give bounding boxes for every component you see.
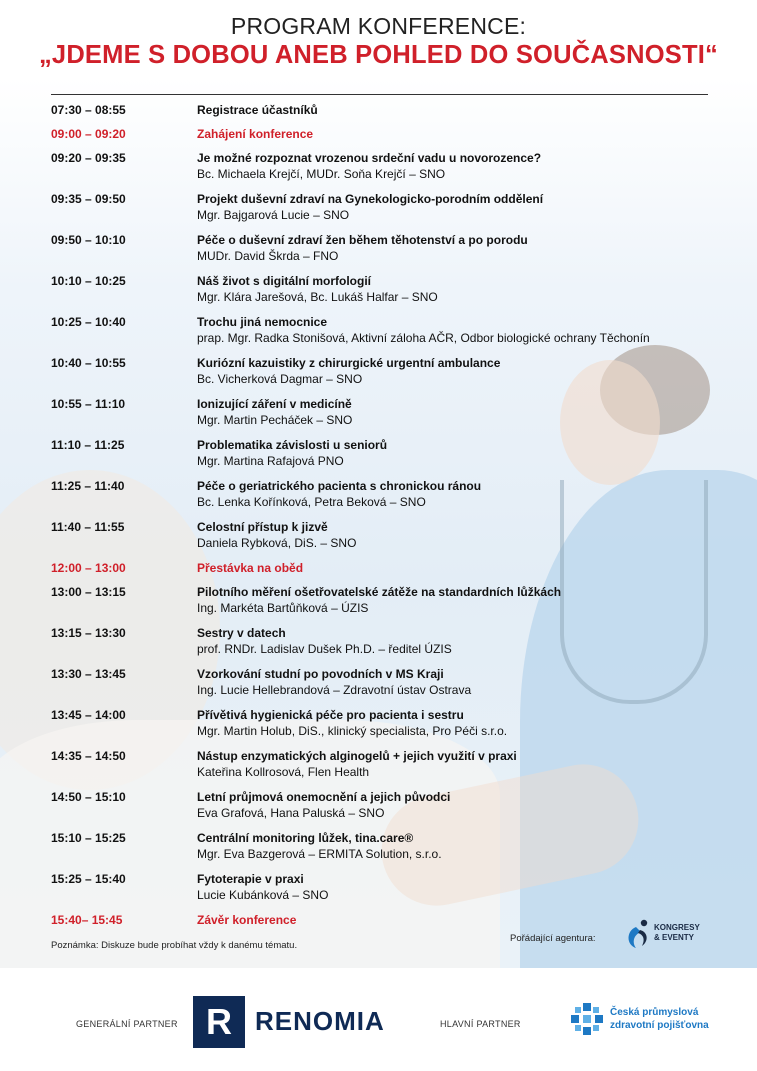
schedule-time: 14:35 – 14:50 (51, 749, 126, 763)
schedule-time: 11:10 – 11:25 (51, 438, 125, 452)
session-title: Registrace účastníků (197, 103, 318, 117)
session-speaker: Ing. Lucie Hellebrandová – Zdravotní ústav Ostrava (197, 683, 472, 697)
session-speaker: Mgr. Martina Rafajová PNO (197, 454, 344, 468)
session-speaker: Bc. Michaela Krejčí, MUDr. Soňa Krejčí – SNO (197, 167, 446, 181)
cpzp-line1: Česká průmyslová (610, 1007, 699, 1018)
session-title: Kuriózní kazuistiky z chirurgické urgentní ambulance (197, 356, 501, 370)
kongresy-eventy-logo-icon (622, 917, 656, 951)
schedule-row (51, 560, 711, 584)
session-title: Přestávka na oběd (197, 561, 304, 575)
schedule-row (51, 396, 711, 437)
schedule-time: 09:35 – 09:50 (51, 192, 126, 206)
session-title: Nástup enzymatických alginogelů + jejich využití v praxi (197, 749, 517, 763)
session-title: Je možné rozpoznat vrozenou srdeční vadu u novorozence? (197, 151, 542, 165)
renomia-wordmark: RENOMIA (255, 1006, 385, 1036)
schedule-row (51, 273, 711, 314)
schedule-time: 10:55 – 11:10 (51, 397, 126, 411)
schedule-time: 09:50 – 10:10 (51, 233, 126, 247)
schedule-row (51, 478, 711, 519)
schedule-row (51, 830, 711, 871)
session-title: Zahájení konference (197, 127, 314, 141)
session-title: Centrální monitoring lůžek, tina.care® (197, 831, 414, 845)
session-speaker: Mgr. Bajgarová Lucie – SNO (197, 208, 350, 222)
schedule-time: 10:25 – 10:40 (51, 315, 126, 329)
schedule-time: 15:25 – 15:40 (51, 872, 126, 886)
schedule-time: 09:00 – 09:20 (51, 127, 126, 141)
renomia-logo (193, 996, 403, 1048)
session-title: Letní průjmová onemocnění a jejich původci (197, 790, 451, 804)
main-partner-label: HLAVNÍ PARTNER (440, 1019, 521, 1029)
session-title: Péče o duševní zdraví žen během těhotenství a po porodu (197, 233, 528, 247)
session-speaker: Mgr. Martin Pecháček – SNO (197, 413, 353, 427)
schedule-time: 13:00 – 13:15 (51, 585, 126, 599)
session-speaker: Kateřina Kollrosová, Flen Health (197, 765, 370, 779)
session-title: Fytoterapie v praxi (197, 872, 304, 886)
session-title: Trochu jiná nemocnice (197, 315, 328, 329)
session-speaker: Bc. Vicherková Dagmar – SNO (197, 372, 363, 386)
schedule-time: 14:50 – 15:10 (51, 790, 126, 804)
schedule-time: 11:40 – 11:55 (51, 520, 125, 534)
schedule-row (51, 314, 711, 355)
schedule-time: 10:10 – 10:25 (51, 274, 126, 288)
schedule-time: 07:30 – 08:55 (51, 103, 126, 117)
session-title: Náš život s digitální morfologií (197, 274, 372, 288)
page-header (0, 12, 757, 70)
session-title: Přívětivá hygienická péče pro pacienta i sestru (197, 708, 464, 722)
schedule-row (51, 191, 711, 232)
renomia-mark: R (193, 996, 245, 1048)
schedule-row (51, 748, 711, 789)
kongresy-eventy-logo-text (654, 923, 700, 943)
session-title: Péče o geriatrického pacienta s chronickou ránou (197, 479, 482, 493)
cpzp-cross-icon (570, 1002, 604, 1036)
session-title: Vzorkování studní po povodních v MS Kraji (197, 667, 444, 681)
header-divider (51, 94, 708, 95)
schedule-row (51, 584, 711, 625)
schedule-time: 15:40– 15:45 (51, 913, 123, 927)
session-speaker: Daniela Rybková, DiS. – SNO (197, 536, 357, 550)
schedule-time: 11:25 – 11:40 (51, 479, 125, 493)
session-title: Závěr konference (197, 913, 297, 927)
schedule-row (51, 625, 711, 666)
discussion-note: Poznámka: Diskuze bude probíhat vždy k danému tématu. (51, 940, 298, 951)
session-speaker: Eva Grafová, Hana Paluská – SNO (197, 806, 385, 820)
schedule-row (51, 707, 711, 748)
schedule-row (51, 666, 711, 707)
session-speaker: prof. RNDr. Ladislav Dušek Ph.D. – ředitel ÚZIS (197, 642, 452, 656)
schedule-row (51, 102, 711, 126)
schedule-time: 12:00 – 13:00 (51, 561, 126, 575)
organizer-label: Pořádající agentura: (510, 933, 596, 944)
session-speaker: Bc. Lenka Kořínková, Petra Beková – SNO (197, 495, 426, 509)
session-speaker: prap. Mgr. Radka Stonišová, Aktivní záloha AČR, Odbor biologické ochrany Těchonín (197, 331, 650, 345)
cpzp-logo (570, 1002, 720, 1042)
session-title: Projekt duševní zdraví na Gynekologicko-porodním oddělení (197, 192, 544, 206)
schedule-row (51, 871, 711, 912)
organizer-block (510, 915, 720, 951)
session-title: Celostní přístup k jizvě (197, 520, 328, 534)
header-subtitle: PROGRAM KONFERENCE: (230, 13, 527, 39)
session-speaker: MUDr. David Škrda – FNO (197, 249, 339, 263)
session-title: Sestry v datech (197, 626, 286, 640)
schedule-row (51, 150, 711, 191)
kongresy-line1: KONGRESY (654, 923, 700, 932)
schedule-row (51, 126, 711, 150)
session-speaker: Lucie Kubánková – SNO (197, 888, 329, 902)
session-speaker: Ing. Markéta Bartůňková – ÚZIS (197, 601, 369, 615)
session-speaker: Mgr. Martin Holub, DiS., klinický specialista, Pro Péči s.r.o. (197, 724, 508, 738)
cpzp-wordmark (610, 1006, 709, 1032)
session-speaker: Mgr. Eva Bazgerová – ERMITA Solution, s.r.o. (197, 847, 442, 861)
schedule-time: 10:40 – 10:55 (51, 356, 126, 370)
conference-title: „JDEME S DOBOU ANEB POHLED DO SOUČASNOSTI“ (38, 41, 719, 69)
session-title: Problematika závislosti u seniorů (197, 438, 388, 452)
schedule-time: 13:45 – 14:00 (51, 708, 126, 722)
schedule-time: 15:10 – 15:25 (51, 831, 126, 845)
session-title: Pilotního měření ošetřovatelské zátěže na standardních lůžkách (197, 585, 562, 599)
cpzp-line2: zdravotní pojišťovna (610, 1020, 709, 1031)
schedule-time: 13:30 – 13:45 (51, 667, 126, 681)
schedule-row (51, 789, 711, 830)
schedule-list (51, 102, 711, 936)
partners-footer (0, 968, 757, 1071)
schedule-row (51, 355, 711, 396)
schedule-row (51, 232, 711, 273)
session-title: Ionizující záření v medicíně (197, 397, 352, 411)
schedule-time: 09:20 – 09:35 (51, 151, 126, 165)
session-speaker: Mgr. Klára Jarešová, Bc. Lukáš Halfar – SNO (197, 290, 438, 304)
kongresy-line2: & EVENTY (654, 933, 695, 942)
schedule-time: 13:15 – 13:30 (51, 626, 126, 640)
schedule-row (51, 437, 711, 478)
general-partner-label: GENERÁLNÍ PARTNER (76, 1019, 178, 1029)
schedule-row (51, 519, 711, 560)
